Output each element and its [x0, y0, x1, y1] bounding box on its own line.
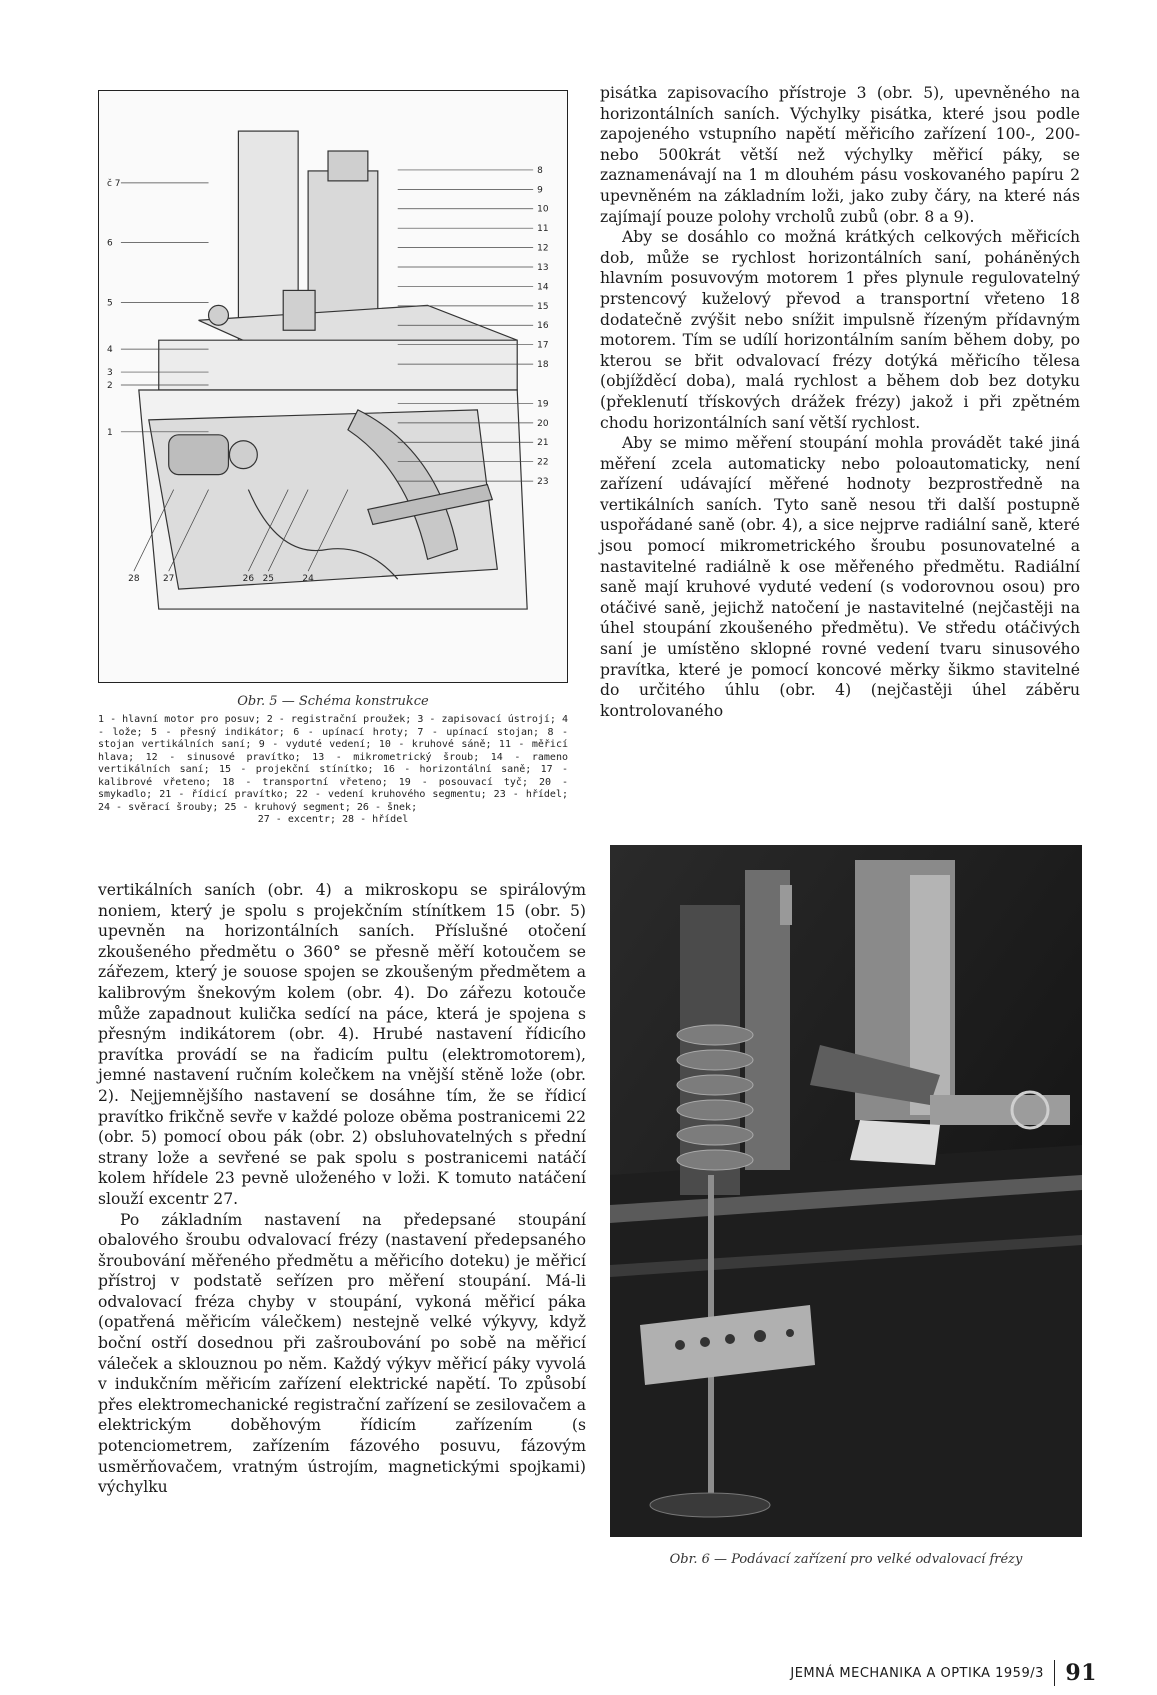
figure-6-caption: Obr. 6 — Podávací zařízení pro velké odvalovací frézy — [669, 1552, 1023, 1567]
callout-label: 22 — [537, 457, 549, 468]
page-footer — [790, 1660, 1097, 1686]
right-column — [600, 83, 1080, 721]
callout-label: 25 — [262, 574, 274, 585]
callout-label: č 7 — [106, 178, 121, 189]
callout-label: 21 — [537, 438, 549, 449]
callout-label: 18 — [537, 360, 549, 371]
callout-label: 3 — [106, 368, 113, 379]
callout-label: 23 — [537, 477, 549, 488]
figure-6-photo — [610, 845, 1082, 1537]
figure-5-legend — [98, 714, 568, 827]
right-paragraph-1: pisátka zapisovacího přístroje 3 (obr. 5), upevněného na horizontálních saních. Výchylky pisátka, které jsou podle zapojeného vstupního napětí měřicího zařízení 100-, 200- nebo 500krát větší než výchylky měřicí páky, se zaznamenávají na 1 m dlouhém pásu voskovaného papíru 2 upevněném na základním loži, jako zuby čáry, na které nás zajímají pouze polohy vrcholů zubů (obr. 8 a 9). — [600, 84, 1080, 226]
legend-text-last: 27 - excentr; 28 - hřídel — [257, 814, 409, 825]
callout-label: 10 — [537, 204, 549, 215]
left-column — [98, 880, 586, 1498]
callout-label: 9 — [537, 185, 543, 196]
footer-separator — [1054, 1660, 1056, 1686]
callout-label: 1 — [106, 427, 113, 438]
legend-text: 1 - hlavní motor pro posuv; 2 - registrační proužek; 3 - zapisovací ústrojí; 4 - lože; 5 - přesný indikátor; 6 - upínací hroty; 7 - upínací stojan; 8 - stojan vertikálních saní; 9 - vyduté vedení; 10 - kruhové sáně; 11 - měřicí hlava; 12 - sinusové pravítko; 13 - mikrometrický šroub; 14 - rameno vertikálních saní; 15 - projekční stínítko; 16 - horizontální saně; 17 - kalibrové vřeteno; 18 - transportní vřeteno; 19 - posouvací tyč; 20 - smykadlo; 21 - řídicí pravítko; 22 - vedení kruhového segmentu; 23 - hřídel; 24 - svěrací šrouby; 25 - kruhový segment; 26 - šnek; — [98, 714, 568, 813]
callout-label: 19 — [537, 399, 549, 410]
callout-label: 26 — [242, 574, 255, 585]
callout-label: 20 — [537, 418, 549, 429]
journal-name: JEMNÁ MECHANIKA A OPTIKA 1959/3 — [790, 1665, 1044, 1681]
callout-label: 5 — [106, 298, 113, 309]
right-paragraph-3: Aby se mimo měření stoupání mohla provádět také jiná měření zcela automaticky nebo poloautomaticky, není zařízení udávající měřené hodnoty bezprostředně na vertikálních saních. Tyto saně nesou tři další postupně uspořádané saně (obr. 4), a sice nejprve radiální saně, které jsou pomocí mikrometrického šroubu posunovatelné a nastavitelné radiálně k ose měřeného předmětu. Radiální saně mají kruhové vyduté vedení (s vodorovnou osou) pro otáčivé saně, jejichž natočení je nastavitelné (nejčastěji na úhel stoupání zkoušeného předmětu). Ve středu otáčivých saní je umístěno sklopné rovné vedení tvaru sinusového pravítka, které je pomocí koncové měrky šikmo stavitelné do určitého úhlu (obr. 4) (nejčastěji úhel záběru kontrolovaného — [600, 434, 1080, 720]
callout-label: 2 — [106, 380, 113, 391]
figure-5-caption: Obr. 5 — Schéma konstrukce — [237, 694, 429, 709]
left-paragraph-2: Po základním nastavení na předepsané stoupání obalového šroubu odvalovací frézy (nastavení předepsaného šroubování měřeného předmětu a měřicího doteku) je měřicí přístroj v podstatě seřízen pro měření stoupání. Má-li odvalovací fréza chyby v stoupání, vykoná měřicí páka (opatřená měřicím válečkem) nestejně velké výkyvy, když boční ostří dosednou při zašroubování po sobě na měřicí váleček a sklouznou po něm. Každý výkyv měřicí páky vyvolá v indukčním měřicím zařízení elektrické napětí. To způsobí přes elektromechanické registrační zařízení se zesilovačem a elektrickým doběhovým řídicím zařízením (s potenciometrem, zařízením fázového posuvu, fázovým usměrňovačem, vratným ústrojím, magnetickými spojkami) výchylku — [98, 1210, 586, 1497]
callout-label: 27 — [162, 574, 175, 585]
schematic-drawing — [99, 91, 567, 682]
callout-label: 4 — [106, 345, 113, 356]
callout-label: 14 — [537, 282, 549, 293]
callout-label: 17 — [537, 340, 549, 351]
callout-label: 15 — [537, 301, 549, 312]
callout-label: 11 — [537, 224, 549, 235]
callout-label: 8 — [537, 165, 543, 176]
callout-label: 6 — [106, 238, 113, 249]
callout-label: 13 — [537, 262, 549, 273]
callout-label: 16 — [537, 321, 549, 332]
callout-label: 12 — [537, 243, 549, 254]
left-paragraph-1: vertikálních saních (obr. 4) a mikroskopu se spirálovým noniem, který je spolu s projekčním stínítkem 15 (obr. 5) upevněn na horizontálních saních. Příslušné otočení zkoušeného předmětu o 360° se přesně měří kotoučem se zářezem, který je souose spojen se zkoušeným předmětem a kalibrovým šnekovým kolem (obr. 4). Do zářezu kotouče může zapadnout kulička sedící na páce, která je spojena s přesným indikátorem (obr. 4). Hrubé nastavení řídicího pravítka provádí se na řadicím pultu (elektromotorem), jemné nastavení ručním kolečkem na vnější stěně lože (obr. 2). Nejjemnějšího nastavení se dosáhne tím, že se řídicí pravítko frikčně sevře v každé poloze oběma postranicemi 22 (obr. 5) pomocí obou pák (obr. 2) obsluhovatelných s přední strany lože a sevřené se pak spolu s postranicemi natáčí kolem hřídele 23 pevně uloženého v loži. K tomuto natáčení slouží excentr 27. — [98, 881, 586, 1208]
figure-5-schematic — [98, 90, 568, 683]
page-number: 91 — [1065, 1660, 1097, 1686]
callout-label: 28 — [128, 574, 140, 585]
right-paragraph-2: Aby se dosáhlo co možná krátkých celkových měřicích dob, může se rychlost horizontálních saní, poháněných hlavním posuvovým motorem 1 přes plynule regulovatelný prstencový kuželový převod a transportní vřeteno 18 dodatečně zvýšit nebo snížit impulsně řízeným přídavným motorem. Tím se udílí horizontálním saním během doby, po kterou se břit odvalovací frézy dotýká měřicího tělesa (objížděcí doba), malá rychlost a během dob bez dotyku (překlenutí třískových drážek frézy) jakož i při zpětném chodu horizontálních saní větší rychlost. — [600, 228, 1080, 432]
machine-photo — [610, 845, 1082, 1537]
callout-label: 24 — [302, 574, 314, 585]
